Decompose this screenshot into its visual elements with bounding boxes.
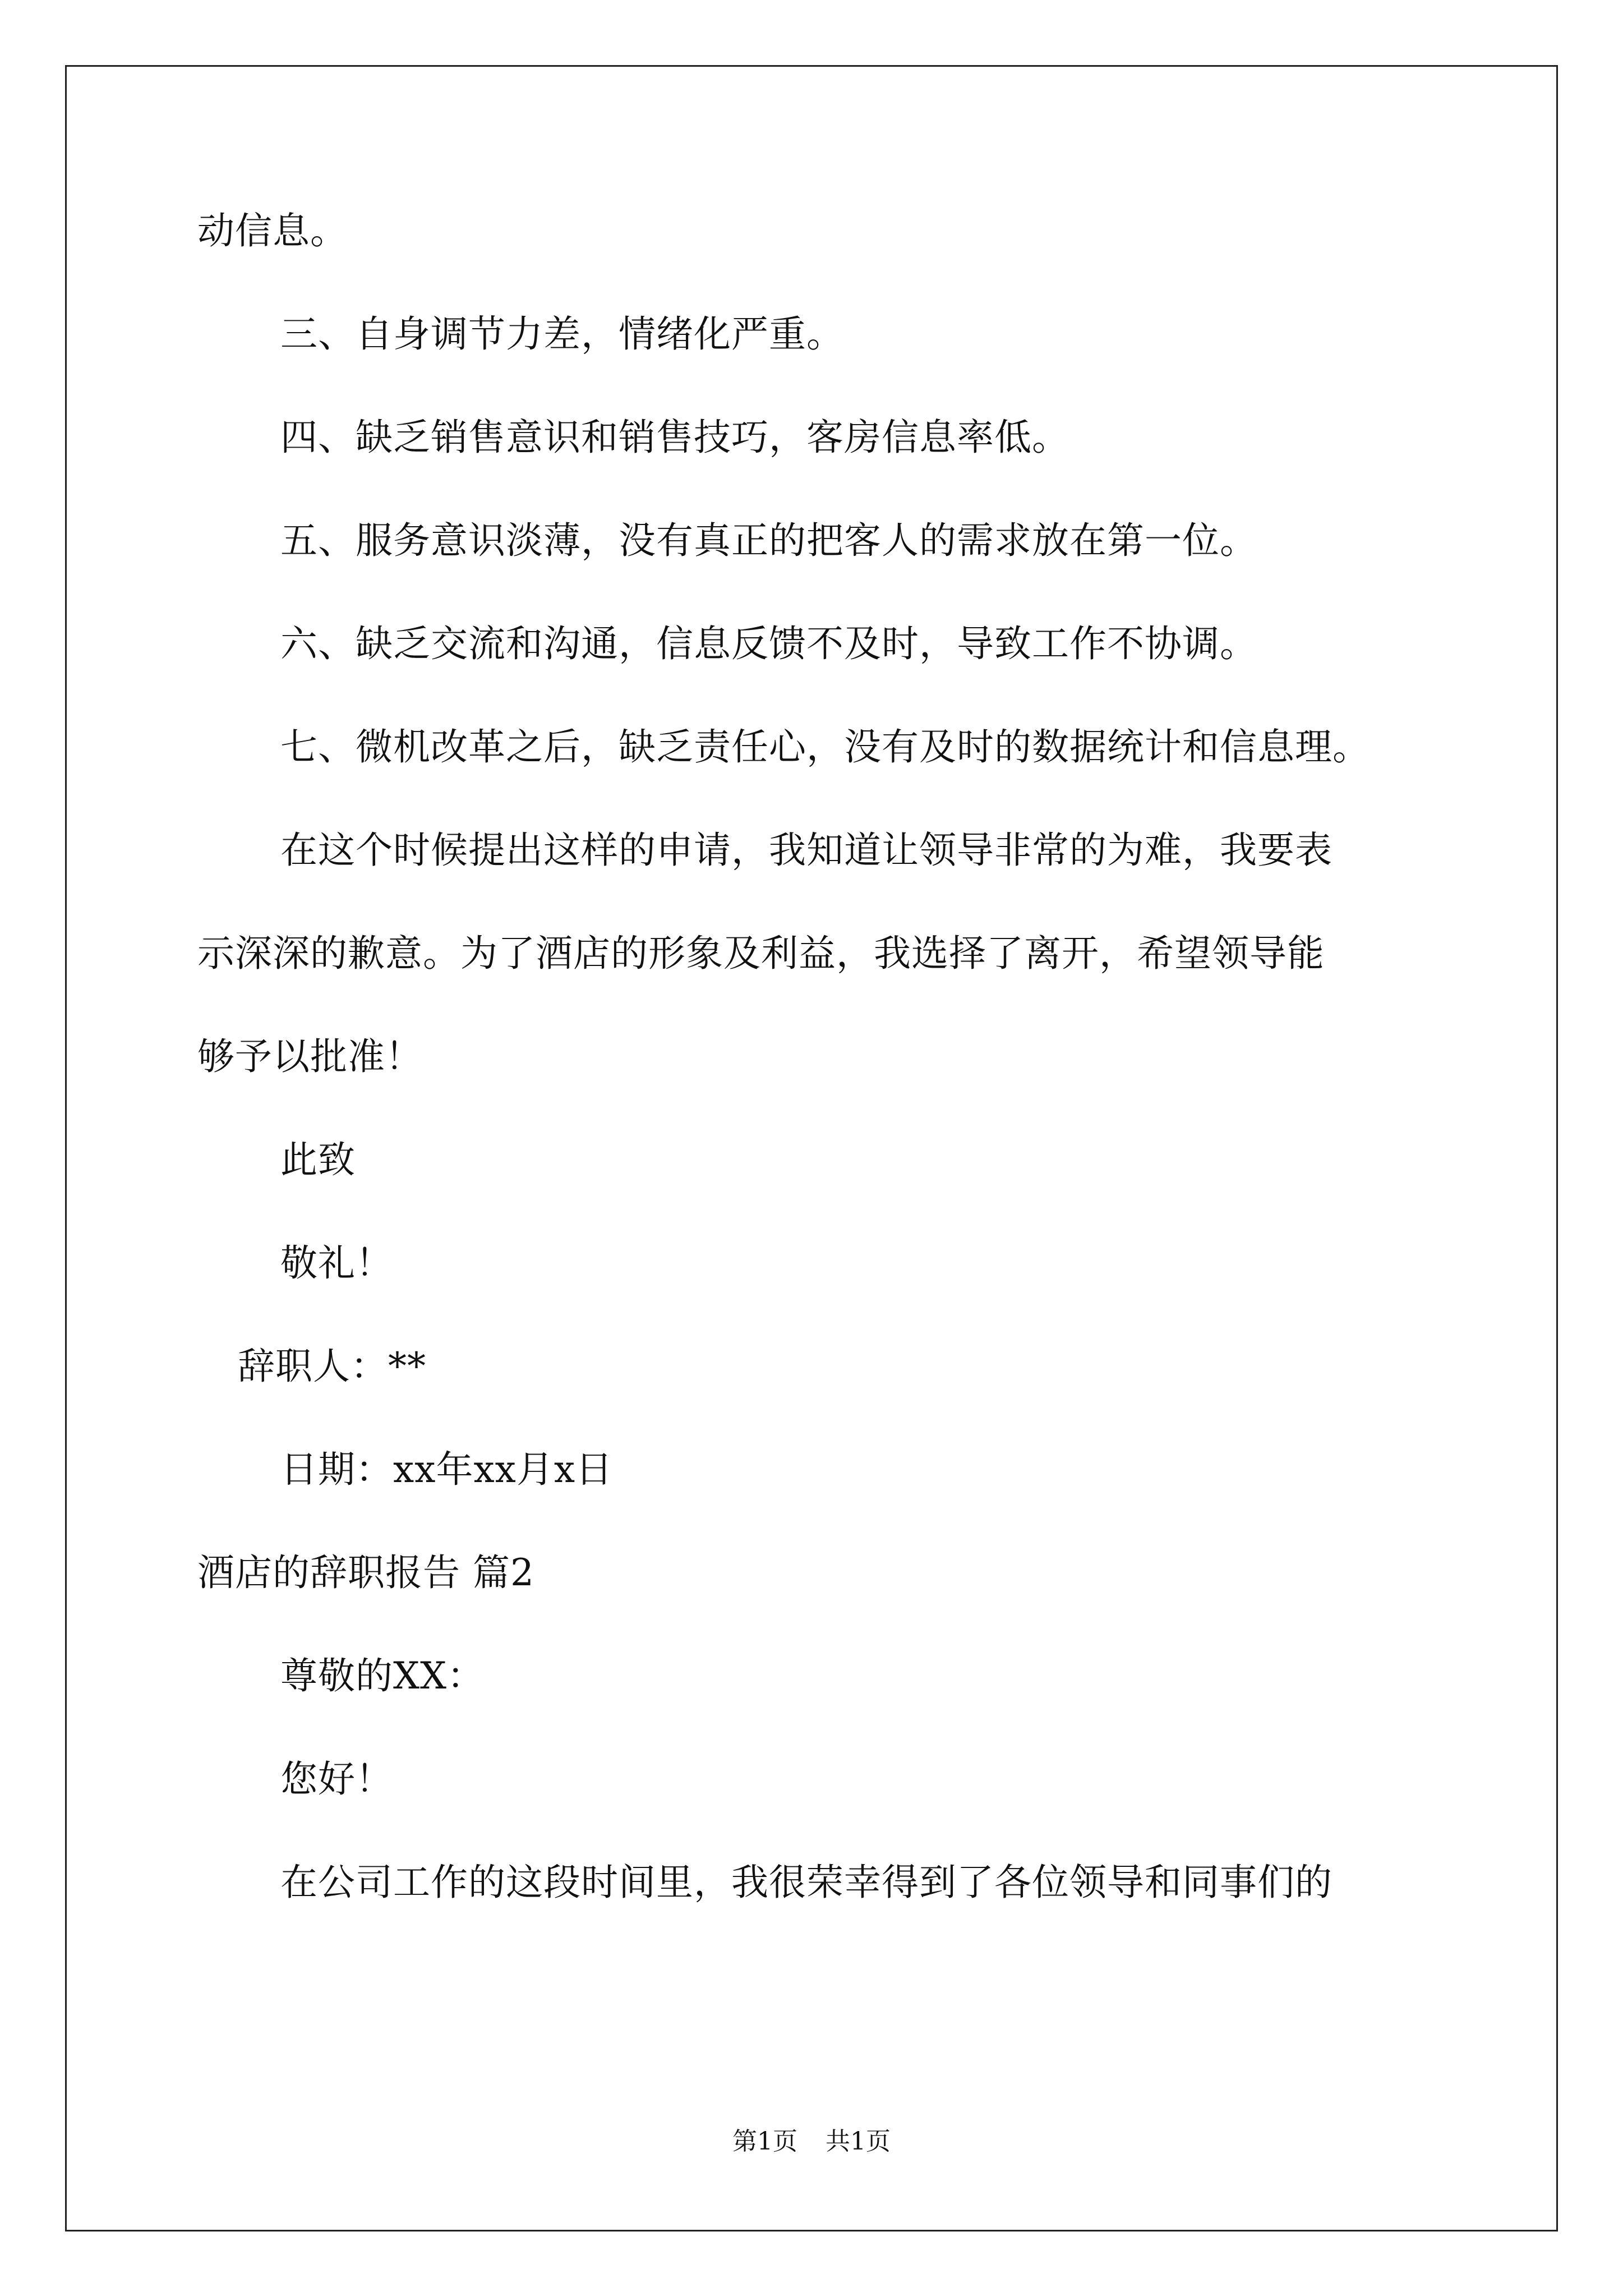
signature-line: 辞职人：** (238, 1345, 426, 1388)
text-line-9: 够予以批准！ (197, 1035, 423, 1078)
text-line-17: 在公司工作的这段时间里，我很荣幸得到了各位领导和同事们的 (280, 1861, 1332, 1904)
section-heading: 酒店的辞职报告 篇2 (197, 1551, 534, 1594)
text-line-5: 六、缺乏交流和沟通，信息反馈不及时，导致工作不协调。 (280, 622, 1257, 665)
text-line-2: 三、自身调节力差，情绪化严重。 (280, 312, 844, 356)
page-number-total: 共1页 (826, 2127, 891, 2156)
closing-salutation: 此致 (280, 1138, 356, 1181)
greeting-line: 尊敬的XX： (280, 1654, 485, 1697)
date-line: 日期：xx年xx月x日 (280, 1448, 614, 1491)
text-line-6: 七、微机改革之后，缺乏责任心，没有及时的数据统计和信息理。 (280, 725, 1370, 769)
text-line-7: 在这个时候提出这样的申请，我知道让领导非常的为难，我要表 (280, 829, 1332, 872)
text-line-8: 示深深的歉意。为了酒店的形象及利益，我选择了离开，希望领导能 (197, 932, 1325, 975)
hello-line: 您好！ (280, 1757, 393, 1801)
page-number-current: 第1页 (732, 2127, 797, 2156)
text-line-3: 四、缺乏销售意识和销售技巧，客房信息率低。 (280, 416, 1069, 459)
page-footer (0, 2126, 1623, 2157)
text-line-1: 动信息。 (197, 209, 348, 252)
closing-regards: 敬礼！ (280, 1241, 393, 1285)
text-line-4: 五、服务意识淡薄，没有真正的把客人的需求放在第一位。 (280, 519, 1257, 562)
